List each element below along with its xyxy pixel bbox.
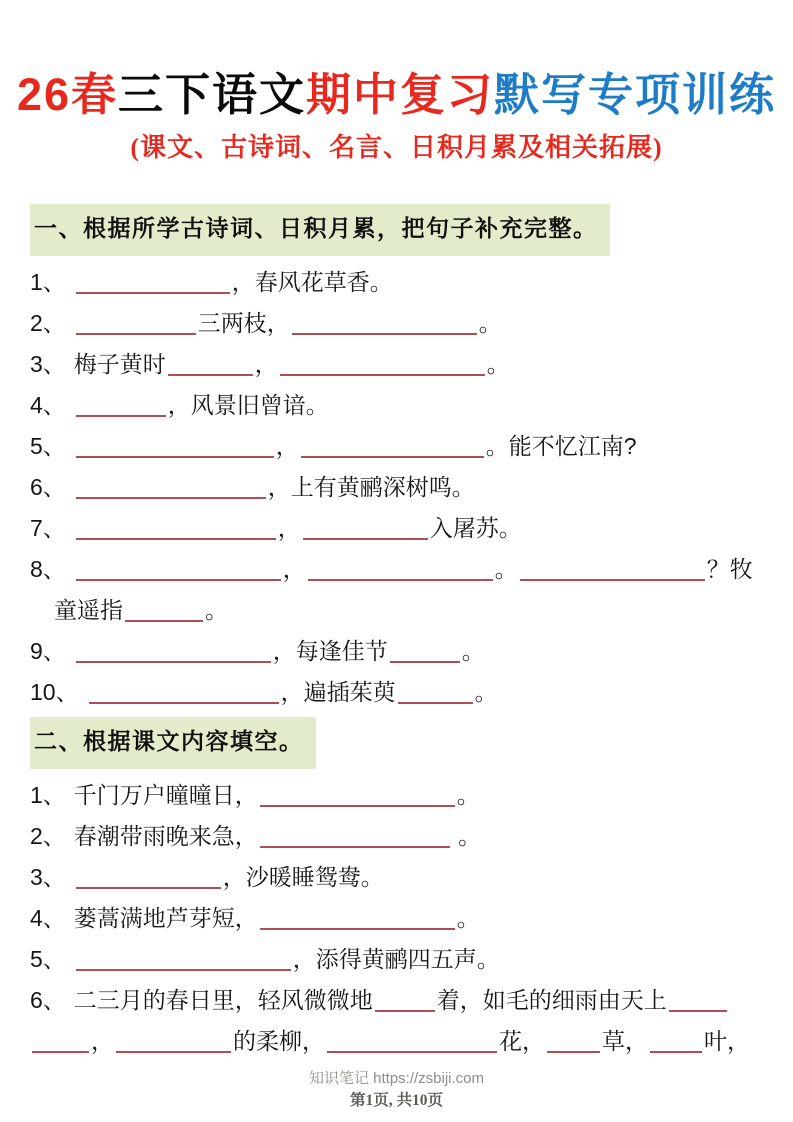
answer-blank[interactable] [308, 565, 493, 581]
question-line [30, 816, 763, 857]
question-text: 三两枝， [197, 310, 290, 337]
answer-blank[interactable] [76, 955, 291, 971]
answer-blank[interactable] [260, 791, 455, 807]
answer-blank[interactable] [76, 319, 196, 335]
answer-blank[interactable] [76, 524, 276, 540]
question-text: 。 [456, 905, 480, 932]
question-number: 8、 [30, 556, 66, 583]
answer-blank[interactable] [520, 565, 705, 581]
answer-blank[interactable] [76, 483, 266, 499]
question-line [30, 426, 763, 467]
question-number: 4、 [30, 392, 66, 419]
question-text: ，遍插茱萸 [280, 679, 396, 706]
question-text: 叶， [704, 1028, 750, 1055]
question-text: ， [91, 1028, 114, 1055]
question-text: ，上有黄鹂深树鸣。 [267, 474, 475, 501]
question-number: 1、 [30, 269, 66, 296]
question-text: 花， [499, 1028, 545, 1055]
question-text: 。 [451, 823, 482, 850]
answer-blank[interactable] [390, 647, 460, 663]
answer-blank[interactable] [375, 996, 435, 1012]
question-line [30, 467, 763, 508]
answer-blank[interactable] [116, 1037, 231, 1053]
answer-blank[interactable] [327, 1037, 497, 1053]
question-line [30, 344, 763, 385]
question-number: 10、 [30, 679, 79, 706]
answer-blank[interactable] [125, 606, 203, 622]
question-line [30, 508, 763, 549]
page-number: 第1页, 共10页 [349, 1092, 443, 1109]
worksheet-section-2 [30, 717, 763, 1062]
answer-blank[interactable] [303, 524, 428, 540]
question-text: ，每逢佳节 [272, 638, 388, 665]
question-number: 2、 [30, 310, 66, 337]
question-line [30, 303, 763, 344]
question-number: 3、 [30, 351, 66, 378]
answer-blank[interactable] [76, 278, 230, 294]
answer-blank[interactable] [292, 319, 477, 335]
answer-blank[interactable] [280, 360, 485, 376]
question-number: 5、 [30, 946, 66, 973]
question-text: ，风景旧曾谙。 [167, 392, 329, 419]
answer-blank[interactable] [260, 832, 450, 848]
section-heading: 二、根据课文内容填空。 [30, 717, 316, 769]
answer-blank[interactable] [76, 442, 274, 458]
question-text: 。 [486, 351, 510, 378]
question-number: 5、 [30, 433, 66, 460]
question-text: ，春风花草香。 [231, 269, 393, 296]
question-line [30, 262, 763, 303]
question-line [30, 549, 763, 631]
answer-blank[interactable] [398, 688, 473, 704]
question-number: 9、 [30, 638, 66, 665]
question-text: 入屠苏。 [429, 515, 522, 542]
question-text: 。 [478, 310, 502, 337]
answer-blank[interactable] [76, 401, 166, 417]
question-text: 。 [474, 679, 498, 706]
question-line [30, 631, 763, 672]
question-number: 7、 [30, 515, 66, 542]
question-text: 。能不忆江南? [485, 433, 637, 460]
title-segment: 期中复习 [306, 69, 495, 120]
answer-blank[interactable] [76, 647, 271, 663]
question-text: 。 [494, 556, 518, 583]
question-number: 2、 [30, 823, 66, 850]
question-text: 。 [456, 782, 480, 809]
question-text: ， [282, 556, 306, 583]
question-text: 的柔柳， [233, 1028, 325, 1055]
answer-blank[interactable] [168, 360, 253, 376]
question-text: 二三月的春日里，轻风微微地 [73, 987, 373, 1014]
worksheet-body [30, 204, 763, 1062]
question-number: 6、 [30, 987, 66, 1014]
page-subtitle: (课文、古诗词、名言、日积月累及相关拓展) [130, 133, 663, 163]
answer-blank[interactable] [301, 442, 484, 458]
question-number: 4、 [30, 905, 66, 932]
answer-blank[interactable] [547, 1037, 600, 1053]
page-title [0, 70, 793, 120]
question-line [30, 898, 763, 939]
question-text: ，沙暖睡鸳鸯。 [222, 864, 384, 891]
question-number: 6、 [30, 474, 66, 501]
answer-blank[interactable] [260, 914, 455, 930]
question-text: 春潮带雨晚来急， [73, 823, 258, 850]
title-segment: 默写专项训练 [494, 69, 777, 120]
worksheet-section-1 [30, 204, 763, 713]
question-text: 童遥指 [54, 597, 123, 624]
title-segment: 三下语文 [118, 69, 307, 120]
question-text: 千门万户曈曈日， [73, 782, 258, 809]
question-text: ？牧 [706, 556, 753, 583]
line-indent [30, 617, 54, 618]
answer-blank[interactable] [76, 565, 281, 581]
question-text: 着，如毛的细雨由天上 [436, 987, 667, 1014]
question-number: 3、 [30, 864, 66, 891]
answer-blank[interactable] [650, 1037, 702, 1053]
answer-blank[interactable] [89, 688, 279, 704]
question-text: ， [254, 351, 278, 378]
question-text: 梅子黄时 [73, 351, 166, 378]
question-text: ， [277, 515, 301, 542]
question-text: ，添得黄鹂四五声。 [292, 946, 500, 973]
question-line [30, 939, 763, 980]
page-footer [0, 1067, 793, 1110]
answer-blank[interactable] [669, 996, 727, 1012]
question-line [30, 672, 763, 713]
header [0, 0, 793, 164]
section-heading: 一、根据所学古诗词、日积月累，把句子补充完整。 [30, 204, 610, 256]
question-line [30, 857, 763, 898]
question-number: 1、 [30, 782, 66, 809]
question-line [30, 385, 763, 426]
question-text: 。 [461, 638, 485, 665]
question-line [30, 980, 763, 1062]
question-text: 蒌蒿满地芦芽短， [73, 905, 258, 932]
answer-blank[interactable] [32, 1037, 89, 1053]
question-line [30, 775, 763, 816]
answer-blank[interactable] [76, 873, 221, 889]
site-credit: 知识笔记 https://zsbiji.com [308, 1070, 485, 1087]
question-text: 草， [602, 1028, 648, 1055]
question-text: ， [275, 433, 299, 460]
title-segment: 26春 [16, 69, 118, 120]
question-text: 。 [205, 597, 228, 624]
